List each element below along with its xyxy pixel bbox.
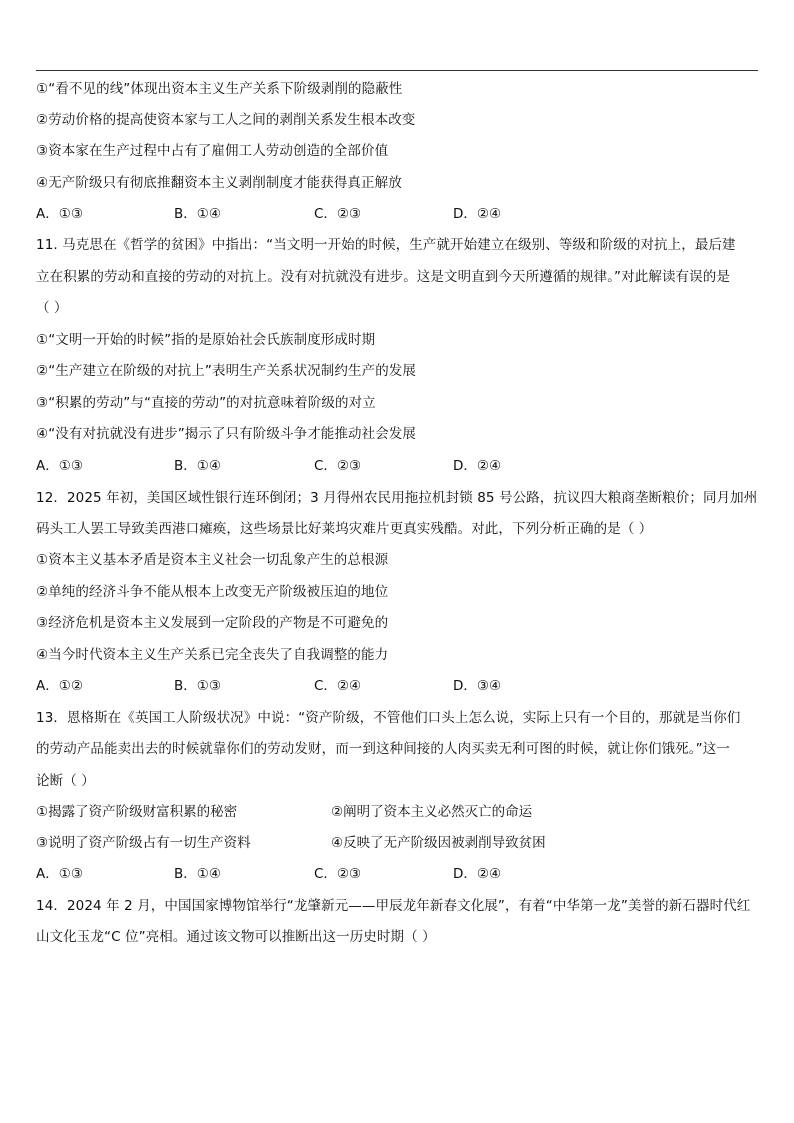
q13-choices <box>36 865 758 883</box>
q12-option-2: ②单纯的经济斗争不能从根本上改变无产阶级被压迫的地位 <box>36 584 389 600</box>
q11-choice-a: A．①③ <box>36 458 83 474</box>
q13-options-row-2 <box>36 834 758 852</box>
q14-stem-line-2: 山文化玉龙“C 位”亮相。通过该文物可以推断出这一历史时期（ ） <box>36 929 436 945</box>
q13-choice-c: C．②③ <box>314 866 362 882</box>
q10-choice-b: B．①④ <box>174 206 221 222</box>
q14-stem-line-1: 14．2024 年 2 月，中国国家博物馆举行“龙肇新元——甲辰龙年新春文化展”，有着“中华第一龙”美誉的新石器时代红 <box>36 898 751 914</box>
q10-choice-a: A．①③ <box>36 206 83 222</box>
q13-choice-d: D．②④ <box>453 866 502 882</box>
q13-choice-a: A．①③ <box>36 866 83 882</box>
q13-option-2: ②阐明了资本主义必然灭亡的命运 <box>331 804 533 820</box>
q10-choices <box>36 205 758 223</box>
q12-choices <box>36 677 758 695</box>
q13-stem-line-1: 13．恩格斯在《英国工人阶级状况》中说：“资产阶级，不管他们口头上怎么说，实际上只有一个目的，那就是当你们 <box>36 710 741 726</box>
q11-option-4: ④“没有对抗就没有进步”揭示了只有阶级斗争才能推动社会发展 <box>36 426 416 442</box>
q13-option-3: ③说明了资产阶级占有一切生产资料 <box>36 835 251 851</box>
q11-choice-c: C．②③ <box>314 458 362 474</box>
q13-option-4: ④反映了无产阶级因被剥削导致贫困 <box>331 835 546 851</box>
q11-option-3: ③“积累的劳动”与“直接的劳动”的对抗意味着阶级的对立 <box>36 395 376 411</box>
q11-option-2: ②“生产建立在阶级的对抗上”表明生产关系状况制约生产的发展 <box>36 363 416 379</box>
q12-choice-b: B．①③ <box>174 678 221 694</box>
q10-choice-c: C．②③ <box>314 206 362 222</box>
q13-options-row-1 <box>36 803 758 821</box>
q11-stem-line-3: （ ） <box>36 300 68 316</box>
q10-option-1: ①“看不见的线”体现出资本主义生产关系下阶级剥削的隐蔽性 <box>36 81 403 97</box>
header-rule <box>36 70 758 71</box>
q12-choice-c: C．②④ <box>314 678 362 694</box>
q11-choice-d: D．②④ <box>453 458 502 474</box>
q12-option-1: ①资本主义基本矛盾是资本主义社会一切乱象产生的总根源 <box>36 552 389 568</box>
q11-choices <box>36 457 758 475</box>
q11-option-1: ①“文明一开始的时候”指的是原始社会氏族制度形成时期 <box>36 332 376 348</box>
q12-choice-a: A．①② <box>36 678 83 694</box>
q12-stem-line-1: 12．2025 年初，美国区域性银行连环倒闭；3 月得州农民用拖拉机封锁 85 号公路，抗议四大粮商垄断粮价；同月加州 <box>36 490 758 506</box>
q12-option-4: ④当今时代资本主义生产关系已完全丧失了自我调整的能力 <box>36 647 389 663</box>
q10-option-2: ②劳动价格的提高使资本家与工人之间的剥削关系发生根本改变 <box>36 112 416 128</box>
q10-option-3: ③资本家在生产过程中占有了雇佣工人劳动创造的全部价值 <box>36 143 389 159</box>
q11-stem-line-2: 立在积累的劳动和直接的劳动的对抗上。没有对抗就没有进步。这是文明直到今天所遵循的规律。”对此解读有误的是 <box>36 269 730 285</box>
q13-stem-line-2: 的劳动产品能卖出去的时候就靠你们的劳动发财，而一到这种间接的人肉买卖无利可图的时候，就让你们饿死。”这一 <box>36 741 730 757</box>
q12-stem-line-2: 码头工人罢工导致美西港口瘫痪，这些场景比好莱坞灾难片更真实残酷。对此，下列分析正确的是（ ） <box>36 521 653 537</box>
q11-stem-line-1: 11. 马克思在《哲学的贫困》中指出：“当文明一开始的时候，生产就开始建立在级别、等级和阶级的对抗上，最后建 <box>36 237 736 253</box>
q10-option-4: ④无产阶级只有彻底推翻资本主义剥削制度才能获得真正解放 <box>36 175 402 191</box>
q12-choice-d: D．③④ <box>453 678 502 694</box>
q13-stem-line-3: 论断（ ） <box>36 773 95 789</box>
q10-choice-d: D．②④ <box>453 206 502 222</box>
q11-choice-b: B．①④ <box>174 458 221 474</box>
q12-option-3: ③经济危机是资本主义发展到一定阶段的产物是不可避免的 <box>36 615 389 631</box>
q13-option-1: ①揭露了资产阶级财富积累的秘密 <box>36 804 238 820</box>
q13-choice-b: B．①④ <box>174 866 221 882</box>
